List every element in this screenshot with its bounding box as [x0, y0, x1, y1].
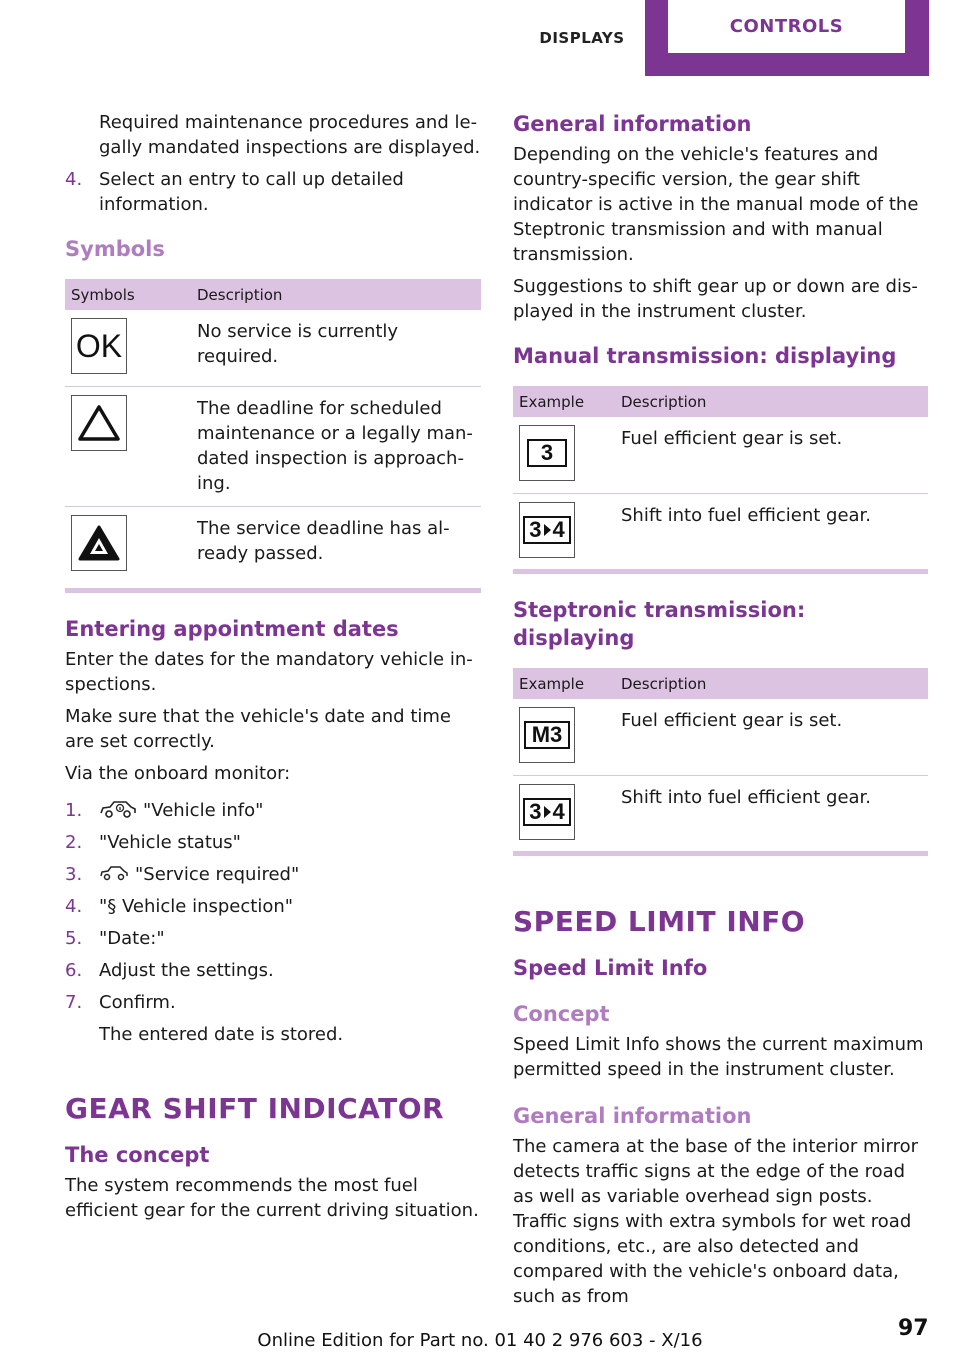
symbols-heading: Symbols — [65, 237, 165, 261]
table-row — [65, 506, 481, 580]
table-cell: The service deadline has already passed. — [197, 517, 450, 564]
list-item — [65, 830, 481, 855]
list-item — [65, 990, 481, 1015]
general-info-heading-2: General information — [513, 1104, 752, 1128]
concept-heading: Concept — [513, 1002, 610, 1026]
steptronic-table — [513, 668, 928, 849]
table-header-description: Description — [615, 668, 928, 699]
table-row — [65, 386, 481, 506]
general-info-paragraph: Suggestions to shift gear up or down are displayed in the instrument cluster. — [513, 276, 918, 322]
step-number: 5. — [65, 928, 83, 949]
appointments-paragraph: Make sure that the vehicle's date and time are set correctly. — [65, 706, 451, 752]
concept-heading: The concept — [65, 1143, 210, 1167]
table-row — [513, 699, 928, 775]
car-info-icon — [99, 799, 137, 819]
table-cell: Shift into fuel efficient gear. — [621, 786, 872, 808]
list-item — [65, 958, 481, 983]
table-header-symbols: Symbols — [65, 279, 191, 310]
concept-text: Speed Limit Info shows the current maximum permitted speed in the instrument cluster. — [513, 1034, 924, 1080]
ok-icon: OK — [71, 318, 127, 374]
gear-shift-heading: GEAR SHIFT INDICATOR — [65, 1092, 445, 1125]
appointments-paragraph: Via the onboard monitor: — [65, 763, 291, 784]
step-number: 4. — [65, 896, 83, 917]
table-end-rule — [513, 851, 928, 856]
step-text: "Vehicle info" — [99, 798, 481, 823]
car-service-icon — [99, 865, 129, 881]
table-row — [513, 775, 928, 849]
gear-upshift-icon: 3 4 — [519, 502, 575, 558]
step-number: 2. — [65, 832, 83, 853]
tab-displays[interactable]: DISPLAYS — [539, 29, 625, 47]
appointments-paragraph: Enter the dates for the mandatory vehicle inspections. — [65, 649, 473, 695]
step-number: 6. — [65, 960, 83, 981]
left-column — [65, 110, 481, 1230]
manual-transmission-heading: Manual transmission: displaying — [513, 344, 897, 368]
concept-text: The system recommends the most fuel efficient gear for the current driving situation. — [65, 1175, 479, 1221]
step-text: Select an entry to call up detailed information. — [99, 169, 404, 215]
table-cell: Fuel efficient gear is set. — [615, 699, 928, 775]
page-number: 97 — [898, 1316, 929, 1341]
step-text: "Service required" — [99, 862, 481, 887]
table-header-description: Description — [191, 279, 481, 310]
table-row — [513, 417, 928, 493]
step-text: "Vehicle status" — [99, 832, 241, 853]
table-header-description: Description — [615, 386, 928, 417]
speed-limit-heading: SPEED LIMIT INFO — [513, 905, 806, 938]
table-header-example: Example — [513, 668, 615, 699]
list-item — [65, 894, 481, 919]
table-cell: No service is currently required. — [191, 310, 481, 386]
right-column — [513, 110, 928, 1316]
general-info-text: The camera at the base of the interior mirror detects traffic signs at the edge of the road as well as variable overhead sign posts. Traffic signs with extra symbols for wet road conditions, etc., are also detected and compared with the vehicle's onboard data, such as from — [513, 1136, 919, 1307]
step-number: 4. — [65, 169, 83, 190]
step-number: 3. — [65, 864, 83, 885]
gear-manual-mode-icon: M3 — [519, 707, 575, 763]
list-item — [65, 862, 481, 887]
table-row — [65, 310, 481, 386]
table-end-rule — [513, 569, 928, 574]
triangle-outline-icon — [71, 395, 127, 451]
list-item — [65, 798, 481, 823]
intro-continuation: Required maintenance procedures and legally mandated inspections are displayed. — [99, 112, 481, 158]
step-text: "§ Vehicle inspection" — [99, 896, 294, 917]
list-item — [65, 167, 481, 217]
step-number: 1. — [65, 800, 83, 821]
list-item — [65, 926, 481, 951]
footer-edition: Online Edition for Part no. 01 40 2 976 603 - X/16 — [257, 1330, 703, 1351]
step-text: Adjust the settings. — [99, 960, 274, 981]
steptronic-heading: Steptronic transmission: displaying — [513, 598, 806, 650]
table-cell: Fuel efficient gear is set. — [615, 417, 928, 493]
gear-indicator-icon: 3 — [519, 425, 575, 481]
symbols-table — [65, 279, 481, 580]
gear-upshift-icon: 3 4 — [519, 784, 575, 840]
general-info-paragraph: Depending on the vehicle's features and country-specific version, the gear shift indicator is active in the manual mode of the Steptronic transmission and with manual transmission. — [513, 144, 919, 265]
triangle-filled-icon — [71, 515, 127, 571]
step-number: 7. — [65, 992, 83, 1013]
step-text: Confirm. — [99, 992, 176, 1013]
manual-transmission-table — [513, 386, 928, 567]
table-end-rule — [65, 588, 481, 593]
appointments-heading: Entering appointment dates — [65, 617, 399, 641]
table-cell: Shift into fuel efficient gear. — [621, 504, 872, 526]
table-header-example: Example — [513, 386, 615, 417]
table-row — [513, 493, 928, 567]
table-cell: The deadline for scheduled maintenance or a legally mandated inspection is approaching. — [191, 386, 481, 506]
stored-note: The entered date is stored. — [99, 1024, 344, 1045]
step-text: "Date:" — [99, 928, 165, 949]
speed-limit-subheading: Speed Limit Info — [513, 956, 708, 980]
general-info-heading: General information — [513, 112, 752, 136]
tab-controls[interactable]: CONTROLS — [668, 0, 905, 53]
